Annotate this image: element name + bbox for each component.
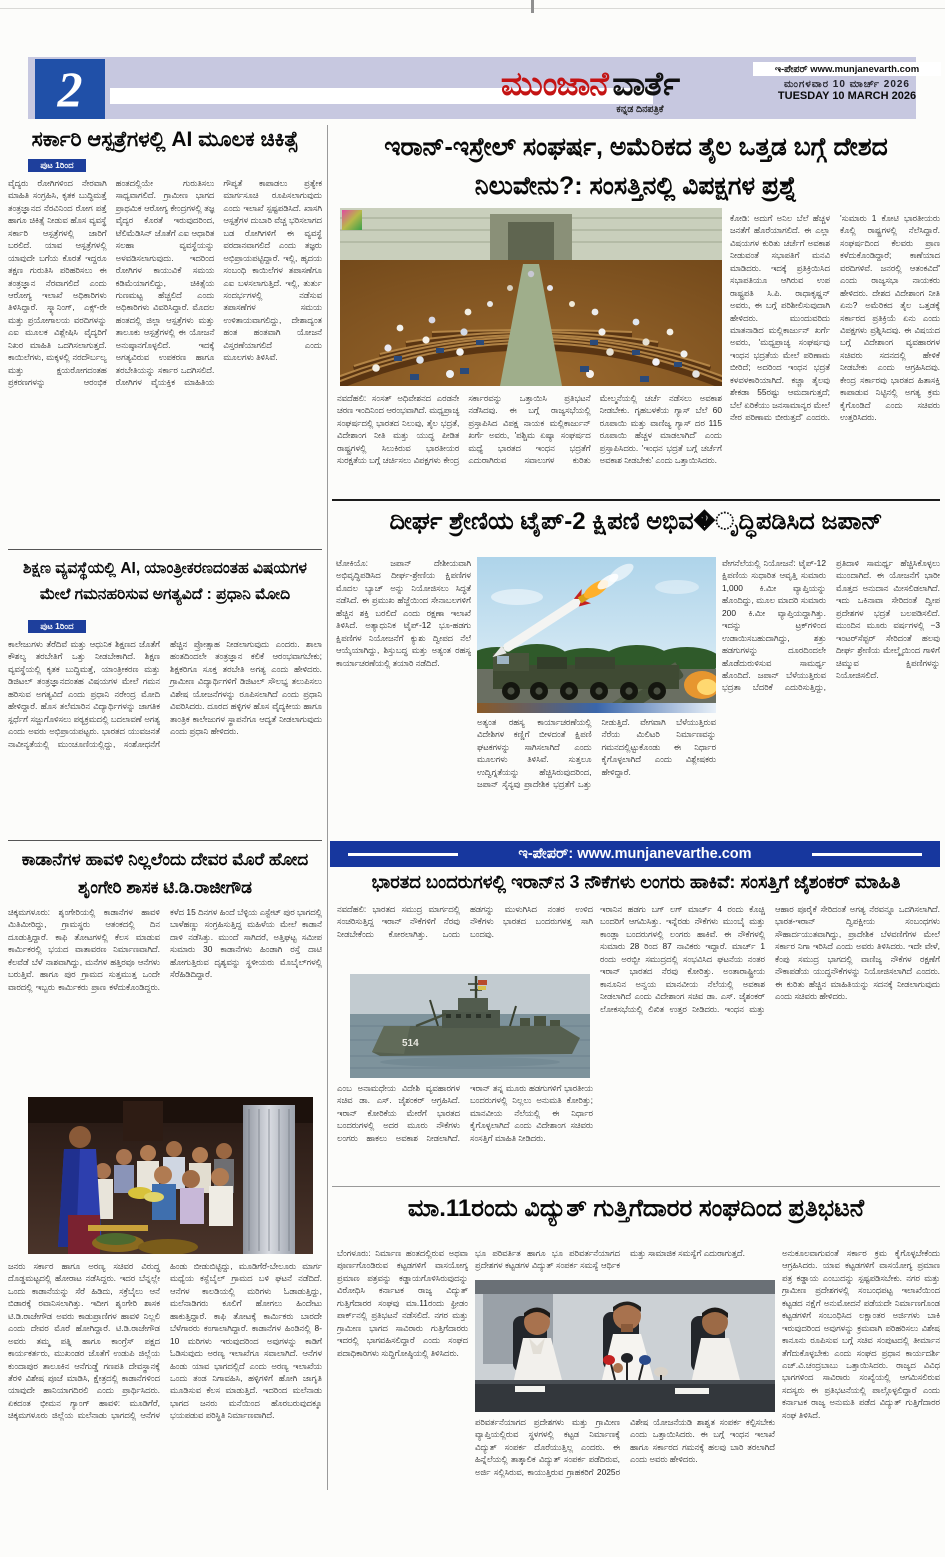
rule-left-1 xyxy=(8,549,322,550)
headline-iran-israel: ಇರಾನ್-ಇಸ್ರೇಲ್ ಸಂಘರ್ಷ, ಅಮೆರಿಕದ ತೈಲ ಒತ್ತಡ ಬಗ್ಗೆ ದೇಶದ ನಿಲುವೇನು?: ಸಂಸತ್ತಿನಲ್ಲಿ ವಿಪಕ್ಷಗಳ ಪ್ರಶ್ನೆ xyxy=(384,133,888,200)
body-protest-midbottom: ಪರಿವರ್ತನೆಯಾಗದ ಪ್ರದೇಶಗಳು ಮತ್ತು ಗ್ರಾಮೀಣ ವ್ಯಾಪ್ತಿಯಲ್ಲಿರುವ ಸ್ಥಳಗಳಲ್ಲಿ ಕಟ್ಟಡ ನಿರ್ಮಾಣಕ್ಕೆ ವಿದ್ಯುತ್ ಸಂಪರ್ಕ ದೊರೆಯುತ್ತಿಲ್ಲ ಎಂದರು. ಈ ಹಿನ್ನೆಲೆಯಲ್ಲಿ ತಾತ್ಕಾಲಿಕ ವಿದ್ಯುತ್ ಸಂಪರ್ಕ ಪಡೆದಿರುವ, ಅರ್ಜಿ ಸಲ್ಲಿಸಿರುವ, ಕಾಯುತ್ತಿರುವ ಗ್ರಾಹಕರಿಗೆ 2025ರ ವಿಶೇಷ ಯೋಜನೆಯಡಿ ಶಾಶ್ವತ ಸಂಪರ್ಕ ಕಲ್ಪಿಸಬೇಕು ಎಂದು ಒತ್ತಾಯಿಸಿದರು. ಈ ಬಗ್ಗೆ ಇಂಧನ ಇಲಾಖೆ ಹಾಗೂ ಸರ್ಕಾರದ ಗಮನಕ್ಕೆ ಹಲವು ಬಾರಿ ತರಲಾಗಿದೆ ಎಂದು ಅವರು ಹೇಳಿದರು. xyxy=(475,1417,775,1477)
headline-modi-education: ಶಿಕ್ಷಣ ವ್ಯವಸ್ಥೆಯಲ್ಲಿ AI, ಯಾಂತ್ರೀಕರಣದಂತಹ ವಿಷಯಗಳ ಮೇಲೆ ಗಮನಹರಿಸುವ ಅಗತ್ಯವಿದೆ : ಪ್ರಧಾನಿ ಮೋದಿ xyxy=(23,560,307,604)
body-modi-education: ಕಾಲೇಜುಗಳು ತೆರೆದಿವೆ ಮತ್ತು ಆಧುನಿಕ ಶಿಕ್ಷಣದ ಜೊತೆಗೆ ಕೌಶಲ್ಯ ತರಬೇತಿಗೆ ಒತ್ತು ನೀಡಬೇಕಾಗಿದೆ. ಶಿಕ್ಷಣ ವ್ಯವಸ್ಥೆಯಲ್ಲಿ ಕೃತಕ ಬುದ್ಧಿಮತ್ತೆ, ಯಾಂತ್ರೀಕರಣ ಮತ್ತು ಡಿಜಿಟಲ್ ತಂತ್ರಜ್ಞಾನದಂತಹ ವಿಷಯಗಳ ಮೇಲೆ ಗಮನ ಹರಿಸುವ ಅಗತ್ಯವಿದೆ ಎಂದು ಪ್ರಧಾನಿ ನರೇಂದ್ರ ಮೋದಿ ಹೇಳಿದ್ದಾರೆ. ಹೊಸ ತಲೆಮಾರಿನ ವಿದ್ಯಾರ್ಥಿಗಳನ್ನು ಜಾಗತಿಕ ಸ್ಪರ್ಧೆಗೆ ಸಜ್ಜುಗೊಳಿಸಲು ಪಠ್ಯಕ್ರಮದಲ್ಲಿ ಬದಲಾವಣೆ ಅಗತ್ಯ ಎಂದು ಅವರು ಅಭಿಪ್ರಾಯಪಟ್ಟರು. ಭಾರತದ ಯುವಜನತೆ ನಾವೀನ್ಯತೆಯಲ್ಲಿ ಮುಂಚೂಣಿಯಲ್ಲಿದ್ದು, ಸಂಶೋಧನೆಗೆ ಹೆಚ್ಚಿನ ಪ್ರೋತ್ಸಾಹ ನೀಡಲಾಗುವುದು ಎಂದರು. ಶಾಲಾ ಹಂತದಿಂದಲೇ ತಂತ್ರಜ್ಞಾನ ಕಲಿಕೆ ಆರಂಭವಾಗಬೇಕು; ಶಿಕ್ಷಕರಿಗೂ ಸೂಕ್ತ ತರಬೇತಿ ಅಗತ್ಯ ಎಂದು ಹೇಳಿದರು. ಗ್ರಾಮೀಣ ವಿದ್ಯಾರ್ಥಿಗಳಿಗೆ ಡಿಜಿಟಲ್ ಸೌಲಭ್ಯ ತಲುಪಿಸಲು ವಿಶೇಷ ಯೋಜನೆಗಳನ್ನು ರೂಪಿಸಲಾಗಿದೆ ಎಂದು ಪ್ರಧಾನಿ ವಿವರಿಸಿದರು. ದೂರದ ಹಳ್ಳಿಗಳ ಹೊಸ ವೈದ್ಯಕೀಯ ಹಾಗೂ ತಾಂತ್ರಿಕ ಕಾಲೇಜುಗಳ ಸ್ಥಾಪನೆಗೂ ಆದ್ಯತೆ ನೀಡಲಾಗುವುದು ಎಂದು ಪ್ರಧಾನಿ ಹೇಳಿದರು. xyxy=(8,639,322,749)
press-conference-illustration xyxy=(475,1280,775,1412)
masthead xyxy=(440,66,740,102)
page-number-box xyxy=(35,59,105,119)
body-sringeri-top: ಚಿಕ್ಕಮಗಳೂರು: ಶೃಂಗೇರಿಯಲ್ಲಿ ಕಾಡಾನೆಗಳ ಹಾವಳಿ ಮಿತಿಮೀರಿದ್ದು, ಗ್ರಾಮಸ್ಥರು ಆತಂಕದಲ್ಲಿ ದಿನ ದೂಡುತ್ತಿದ್ದಾರೆ. ಕಾಫಿ ತೋಟಗಳಲ್ಲಿ ಕೆಲಸ ಮಾಡುವ ಕಾರ್ಮಿಕರಲ್ಲಿ ಭಯದ ವಾತಾವರಣ ನಿರ್ಮಾಣವಾಗಿದೆ. ಕೆಲವೆಡೆ ಬೆಳೆ ನಾಶವಾಗಿದ್ದು, ಮನೆಗಳ ಹತ್ತಿರವೂ ಆನೆಗಳು ಬರುತ್ತಿವೆ. ಹಾಗೂ ಪುರ ಗ್ರಾಮದ ಸುತ್ತಮುತ್ತ ಒಂದೇ ವಾರದಲ್ಲಿ ಇಬ್ಬರು ಕಾರ್ಮಿಕರು ಪ್ರಾಣ ಕಳೆದುಕೊಂಡಿದ್ದರು. ಕಳೆದ 15 ದಿನಗಳ ಹಿಂದೆ ಬೆಳ್ಳಿಯ ಎಸ್ಟೇಟ್ ಪುರ ಭಾಗದಲ್ಲಿ ಬಾಳೆಹಣ್ಣು ಸಂಗ್ರಹಿಸುತ್ತಿದ್ದ ಮಹಿಳೆಯ ಮೇಲೆ ಕಾಡಾನೆ ದಾಳಿ ನಡೆಸಿತ್ತು. ಮುಂದೆ ಸಾಗಿದರೆ, ಅತ್ತಿಘಟ್ಟ ಸಮೀಪ ಸುಮಾರು 30 ಕಾಡಾನೆಗಳು ಹಿಂಡಾಗಿ ರಸ್ತೆ ದಾಟಿ ಹೋಗುತ್ತಿರುವ ದೃಶ್ಯವನ್ನು ಸ್ಥಳೀಯರು ಮೊಬೈಲ್‌ಗಳಲ್ಲಿ ಸೆರೆಹಿಡಿದಿದ್ದಾರೆ. xyxy=(8,907,322,992)
body-japan-right: ವೇಗನೆಲೆಯಲ್ಲಿ ನಿಯೋಜನೆ: ಟೈಪ್-12 ಕ್ಷಿಪಣಿಯ ಸುಧಾರಿತ ಆವೃತ್ತಿ ಸುಮಾರು 1,000 ಕಿ.ಮೀ ವ್ಯಾಪ್ತಿಯನ್ನು ಹೊಂದಿದ್ದು, ಮೂಲ ಮಾದರಿ ಸುಮಾರು 200 ಕಿ.ಮೀ ವ್ಯಾಪ್ತಿಯದ್ದಾಗಿತ್ತು. ಇದನ್ನು ಟ್ರಕ್‌ಗಳಿಂದ ಉಡಾಯಿಸಬಹುದಾಗಿದ್ದು, ಶತ್ರು ಹಡಗುಗಳನ್ನು ದೂರದಿಂದಲೇ ಹೊಡೆದುರುಳಿಸುವ ಸಾಮರ್ಥ್ಯ ಹೊಂದಿದೆ. ಜಪಾನ್ ಬೆಳೆಯುತ್ತಿರುವ ಭದ್ರತಾ ಬೆದರಿಕೆ ಎದುರಿಸುತ್ತಿದ್ದು, ಪ್ರತಿದಾಳಿ ಸಾಮರ್ಥ್ಯ ಹೆಚ್ಚಿಸಿಕೊಳ್ಳಲು ಮುಂದಾಗಿದೆ. ಈ ಯೋಜನೆಗೆ ಭಾರೀ ಮೊತ್ತದ ಅನುದಾನ ಮೀಸಲಿಡಲಾಗಿದೆ. ಇದು ಒಕಿನಾವಾ ಸೇರಿದಂತೆ ದ್ವೀಪ ಪ್ರದೇಶಗಳ ಭದ್ರತೆ ಬಲಪಡಿಸಲಿದೆ. ಮುಂದಿನ ಮೂರು ವರ್ಷಗಳಲ್ಲಿ −3 ಇಂಟರ್‌ಸೆಪ್ಟರ್ ಸೇರಿದಂತೆ ಹಲವು ದೀರ್ಘ ಶ್ರೇಣಿಯ ಮೇಲ್ಮೈಯಿಂದ ಗಾಳಿಗೆ ಚಿಮ್ಮುವ ಕ್ಷಿಪಣಿಗಳನ್ನು ನಿಯೋಜಿಸಲಿದೆ. xyxy=(722,558,940,693)
masthead-tagline: ಕನ್ನಡ ದಿನಪತ್ರಿಕೆ xyxy=(616,104,664,115)
header-date-english: TUESDAY 10 MARCH 2026 xyxy=(777,90,917,102)
svg-text:514: 514 xyxy=(402,1038,419,1049)
parliament-photo xyxy=(340,208,722,386)
rule-main-1 xyxy=(332,499,940,501)
press-conference-photo xyxy=(475,1280,775,1412)
headline-sringeri-mla: ಕಾಡಾನೆಗಳ ಹಾವಳಿ ನಿಲ್ಲಲೆಂದು ದೇವರ ಮೊರೆ ಹೋದ ಶೃಂಗೇರಿ ಶಾಸಕ ಟಿ.ಡಿ.ರಾಜೀಗೌಡ xyxy=(21,850,309,898)
parliament-illustration xyxy=(340,208,722,386)
body-japan-below: ಅತ್ಯಂತ ರಹಸ್ಯ ಕಾರ್ಯಾಚರಣೆಯಲ್ಲಿ ವಿದೇಶಿಗಳ ಕಣ್ಣಿಗೆ ಬೀಳದಂತೆ ಕ್ಷಿಪಣಿ ಘಟಕಗಳನ್ನು ಸಾಗಿಸಲಾಗಿದೆ ಎಂದು ಮೂಲಗಳು ತಿಳಿಸಿವೆ. ಸುತ್ತಲೂ ಉದ್ವಿಗ್ನತೆಯನ್ನು ಹೆಚ್ಚಿಸಿರುವುದರಿಂದ, ಜಪಾನ್ ಸೈನ್ಯವು ಪ್ರಾದೇಶಿಕ ಭದ್ರತೆಗೆ ಒತ್ತು ನೀಡುತ್ತಿದೆ. ವೇಗವಾಗಿ ಬೆಳೆಯುತ್ತಿರುವ ನೆರೆಯ ಮಿಲಿಟರಿ ನಿರ್ಮಾಣವನ್ನು ಗಮನದಲ್ಲಿಟ್ಟುಕೊಂಡು ಈ ನಿರ್ಧಾರ ಕೈಗೊಳ್ಳಲಾಗಿದೆ ಎಂದು ವಿಶ್ಲೇಷಕರು ಹೇಳಿದ್ದಾರೆ. xyxy=(477,717,716,790)
body-protest-col4: ಅನುಕೂಲವಾಗುವಂತೆ ಸರ್ಕಾರ ಕ್ರಮ ಕೈಗೊಳ್ಳಬೇಕೆಂದು ಆಗ್ರಹಿಸಿದರು. ಯಾವ ಕಟ್ಟಡಗಳಿಗೆ ವಾಸಯೋಗ್ಯ ಪ್ರಮಾಣ ಪತ್ರ ಕಡ್ಡಾಯ ಎಂಬುದನ್ನು ಸ್ಪಷ್ಟಪಡಿಸಬೇಕು. ನಗರ ಮತ್ತು ಗ್ರಾಮೀಣ ಪ್ರದೇಶಗಳಲ್ಲಿ ಸಂಬಂಧಪಟ್ಟ ಇಲಾಖೆಯಿಂದ ಕಟ್ಟಡದ ನಕ್ಷೆಗೆ ಅನುಮೋದನೆ ಪಡೆಯದೇ ನಿರ್ಮಾಣಗೊಂಡ ಕಟ್ಟಡಗಳಿಗೆ ಸಂಬಂಧಿಸಿದ ಲಕ್ಷಾಂತರ ಅರ್ಜಿಗಳು ಬಾಕಿ ಇರುವುದರಿಂದ ಅವುಗಳನ್ನು ಕ್ರಮವಾಗಿ ಪರಿಹರಿಸಲು ವಿಶೇಷ ಕಾನೂನು ರೂಪಿಸುವ ಬಗ್ಗೆ ಸಚಿವ ಸಂಪುಟದಲ್ಲಿ ತೀರ್ಮಾನ ತೆಗೆದುಕೊಳ್ಳಬೇಕು ಎಂದು ಸಂಘದ ಪ್ರಧಾನ ಕಾರ್ಯದರ್ಶಿ ಎಚ್.ವಿ.ಚಂದ್ರಬಾಬು ಒತ್ತಾಯಿಸಿದರು. ರಾಜ್ಯದ ವಿವಿಧ ಭಾಗಗಳಿಂದ ಸಾವಿರಾರು ಸಂಖ್ಯೆಯಲ್ಲಿ ಆಗಮಿಸಲಿರುವ ಸದಸ್ಯರು ಈ ಪ್ರತಿಭಟನೆಯಲ್ಲಿ ಪಾಲ್ಗೊಳ್ಳಲಿದ್ದಾರೆ ಎಂದು ಕರ್ನಾಟಕ ರಾಜ್ಯ ಅನುಮತಿ ಪಡೆದ ವಿದ್ಯುತ್ ಗುತ್ತಿಗೆದಾರರ ಸಂಘ ತಿಳಿಸಿದೆ. xyxy=(782,1248,940,1420)
page-top-edge xyxy=(0,8,945,9)
rule-main-2 xyxy=(332,1186,940,1187)
body-iran-israel-right: ಕೋಡಿ: ಅದುಗೆ ಅನಿಲ ಬೆಲೆ ಹೆಚ್ಚಳ ಜನತೆಗೆ ಹೊರೆಯಾಗಲಿದೆ. ಈ ಎಲ್ಲಾ ವಿಷಯಗಳ ಕುರಿತು ಚರ್ಚೆಗೆ ಅವಕಾಶ ನೀಡುವಂತೆ ಸಭಾಪತಿಗೆ ಮನವಿ ಮಾಡಿದರು. ಇದಕ್ಕೆ ಪ್ರತಿಕ್ರಿಯಿಸಿದ ಸಭಾಪತಿಯೂ ಆಗಿರುವ ಉಪ ರಾಷ್ಟ್ರಪತಿ ಸಿ.ಪಿ. ರಾಧಾಕೃಷ್ಣನ್ ಅವರು, ಈ ಬಗ್ಗೆ ಪರಿಶೀಲಿಸುವುದಾಗಿ ಹೇಳಿದರು. ಮುಂದುವರಿದು ಮಾತನಾಡಿದ ಮಲ್ಲಿಕಾರ್ಜುನ್ ಖರ್ಗೆ ಅವರು, 'ಮಧ್ಯಪ್ರಾಚ್ಯ ಸಂಘರ್ಷವು ಇಂಧನ ಭದ್ರತೆಯ ಮೇಲೆ ಪರಿಣಾಮ ಬೀರಿದೆ; ಅದರಿಂದ ಇಂಧನ ಭದ್ರತೆ ಕಳವಳಕಾರಿಯಾಗಿದೆ. ಕಚ್ಚಾ ತೈಲವು ಶೇಕಡಾ 55ರಷ್ಟು ಆಮದಾಗುತ್ತದೆ; ಬೆಲೆ ಏರಿಕೆಯು ಜನಸಾಮಾನ್ಯರ ಮೇಲೆ ನೇರ ಪರಿಣಾಮ ಬೀರುತ್ತದೆ' ಎಂದರು. 'ಸುಮಾರು 1 ಕೋಟಿ ಭಾರತೀಯರು ಕೊಲ್ಲಿ ರಾಷ್ಟ್ರಗಳಲ್ಲಿ ನೆಲೆಸಿದ್ದಾರೆ. ಸಂಘರ್ಷದಿಂದ ಕೆಲವರು ಪ್ರಾಣ ಕಳೆದುಕೊಂಡಿದ್ದಾರೆ; ಕಾಣೆಯಾದ ವರದಿಗಳಿವೆ. ಜನರಲ್ಲಿ ಆತಂಕವಿದೆ' ಎಂದು ರಾಜ್ಯಸಭಾ ನಾಯಕರು ಹೇಳಿದರು. ದೇಶದ ವಿದೇಶಾಂಗ ನೀತಿ ಏನು? ಅಮೆರಿಕದ ತೈಲ ಒತ್ತಡಕ್ಕೆ ಸರ್ಕಾರದ ಪ್ರತಿಕ್ರಿಯೆ ಏನು ಎಂದು ವಿಪಕ್ಷಗಳು ಪ್ರಶ್ನಿಸಿದವು. ಈ ವಿಷಯದ ಬಗ್ಗೆ ವಿದೇಶಾಂಗ ವ್ಯವಹಾರಗಳ ಸಚಿವರು ಸದನದಲ್ಲಿ ಹೇಳಿಕೆ ನೀಡಬೇಕು ಎಂದು ಆಗ್ರಹಿಸಿದವು. ಕೇಂದ್ರ ಸರ್ಕಾರವು ಭಾರತದ ಹಿತಾಸಕ್ತಿ ಕಾಪಾಡುವ ನಿಟ್ಟಿನಲ್ಲಿ ಅಗತ್ಯ ಕ್ರಮ ಕೈಗೊಂಡಿದೆ ಎಂದು ಸಚಿವರು ಉತ್ತರಿಸಿದರು. xyxy=(730,213,940,422)
body-japan-left: ಟೋಕಿಯೊ: ಜಪಾನ್ ದೇಶೀಯವಾಗಿ ಅಭಿವೃದ್ಧಿಪಡಿಸಿದ ದೀರ್ಘ-ಶ್ರೇಣಿಯ ಕ್ಷಿಪಣಿಗಳ ಮೊದಲ ಬ್ಯಾಚ್ ಅನ್ನು ನಿಯೋಜಿಸಲು ಸಿದ್ಧತೆ ನಡೆಸಿದೆ. ಈ ಪ್ರಮುಖ ಹೆಜ್ಜೆಯಿಂದ ಸೇನಾಬಲಗಳಿಗೆ ಹೆಚ್ಚಿನ ಶಕ್ತಿ ಬರಲಿದೆ ಎಂದು ರಕ್ಷಣಾ ಇಲಾಖೆ ತಿಳಿಸಿದೆ. ಅತ್ಯಾಧುನಿಕ ಟೈಪ್-12 ಭೂ-ಹಡಗು ಕ್ಷಿಪಣಿಗಳ ನಿಯೋಜನೆಗೆ ಕ್ಯುಶು ದ್ವೀಪದ ನೆಲೆ ಆಯ್ಕೆಯಾಗಿದ್ದು, ಶಿಸ್ತುಬದ್ಧ ಮತ್ತು ಅತ್ಯಂತ ರಹಸ್ಯ ಕಾರ್ಯಾಚರಣೆಯಲ್ಲಿ ತಯಾರಿ ನಡೆದಿದೆ. xyxy=(336,558,471,668)
navy-ship-illustration xyxy=(350,974,590,1078)
fold-mark xyxy=(531,0,534,13)
headline-ai-hospitals: ಸರ್ಕಾರಿ ಆಸ್ಪತ್ರೆಗಳಲ್ಲಿ AI ಮೂಲಕ ಚಿಕಿತ್ಸೆ xyxy=(31,128,299,151)
from-page1-badge-2: ಪುಟ 1ರಿಂದ xyxy=(28,620,86,633)
body-sringeri-bottom: ಜನರು ಸರ್ಕಾರ ಹಾಗೂ ಅರಣ್ಯ ಸಚಿವರ ವಿರುದ್ಧ ದೊಡ್ಡಮಟ್ಟದಲ್ಲಿ ಹೋರಾಟ ನಡೆಸಿದ್ದರು. ಇದರ ಬೆನ್ನಲ್ಲೇ ಒಂದು ಕಾಡಾನೆಯನ್ನು ಸೆರೆ ಹಿಡಿದು, ಸಕ್ರೆಬೈಲು ಆನೆ ಬಿಡಾರಕ್ಕೆ ರವಾನಿಸಲಾಗಿತ್ತು. ಇದೀಗ ಶೃಂಗೇರಿ ಶಾಸಕ ಟಿ.ಡಿ.ರಾಜೇಗೌಡ ಅವರು ಕಾಡುಪ್ರಾಣಿಗಳ ಹಾವಳಿ ನಿಲ್ಲಲಿ ಎಂದು ದೇವರ ಮೊರೆ ಹೋಗಿದ್ದಾರೆ. ಟಿ.ಡಿ.ರಾಜೇಗೌಡ ಅವರು ತಮ್ಮ ಪತ್ನಿ ಹಾಗೂ ಕಾಂಗ್ರೆಸ್ ಪಕ್ಷದ ಕಾರ್ಯಕರ್ತರು, ಮುಖಂಡರ ಜೊತೆಗೆ ಉಡುಪಿ ಜಿಲ್ಲೆಯ ಕುಂದಾಪುರ ತಾಲೂಕಿನ ಆನೆಗುಡ್ಡೆ ಗಣಪತಿ ದೇವಸ್ಥಾನಕ್ಕೆ ತೆರಳಿ ವಿಶೇಷ ಪೂಜೆ ಮಾಡಿಸಿ, ಕ್ಷೇತ್ರದಲ್ಲಿ ಕಾಡಾನೆಗಳಿಂದ ಯಾವುದೇ ಹಾನಿಯಾಗದಿರಲಿ ಎಂದು ಪ್ರಾರ್ಥಿಸಿದರು. ಏಕದಂತ ಭೀಮನ ಗ್ಯಾಂಗ್ ಹಾವಳಿ: ಮೂಡಿಗೆರೆ, ಚಿಕ್ಕಮಗಳೂರು ಜಿಲ್ಲೆಯ ಮಲೆನಾಡು ಭಾಗದಲ್ಲಿ ಆನೆಗಳ ಹಿಂಡು ಬೀಡುಬಿಟ್ಟಿದ್ದು, ಮೂಡಿಗೆರೆ-ಬೇಲೂರು ಮಾರ್ಗ ಮಧ್ಯೆಯ ಕಸ್ಬೆಬೈಲ್ ಗ್ರಾಮದ ಬಳಿ ಘಟನೆ ನಡೆದಿದೆ. ಆನೆಗಳ ಕಾಲಡಿಯಲ್ಲಿ ಮರಿಗಳು ಓಡಾಡುತ್ತಿದ್ದು, ಮಲೆನಾಡಿಗರು ಕೂಲಿಗೆ ಹೋಗಲು ಹಿಂದೇಟು ಹಾಕುತ್ತಿದ್ದಾರೆ. ಕಾಫಿ ತೋಟಕ್ಕೆ ಕಾರ್ಮಿಕರು ಬಾರದೇ ಬೆಳೆಗಾರರು ಕಂಗಾಲಾಗಿದ್ದಾರೆ. ಕಾಡಾನೆಗಳ ಹಿಂಡಿನಲ್ಲಿ 8-10 ಮರಿಗಳು ಇರುವುದರಿಂದ ಅವುಗಳನ್ನು ಕಾಡಿಗೆ ಓಡಿಸುವುದು ಅರಣ್ಯ ಇಲಾಖೆಗೂ ಸವಾಲಾಗಿದೆ. ಆನೆಗಳ ಹಿಂಡು ಯಾವ ಭಾಗದಲ್ಲಿದೆ ಎಂದು ಅರಣ್ಯ ಇಲಾಖೆಯ ಒಂದು ತಂಡ ನಿಗಾವಹಿಸಿ, ಹಳ್ಳಿಗಳಿಗೆ ಹೋಗಿ ಜಾಗೃತಿ ಮೂಡಿಸುವ ಕೆಲಸ ಮಾಡುತ್ತಿದೆ. ಇದರಿಂದ ಮಲೆನಾಡು ಭಾಗದ ಜನರು ಮನೆಯಿಂದ ಹೊರಬರುವುದಕ್ಕೂ ಭಯಪಡುವ ಪರಿಸ್ಥಿತಿ ನಿರ್ಮಾಣವಾಗಿದೆ. xyxy=(8,1261,322,1421)
body-protest-midtop: ಭೂ ಪರಿವರ್ತಿತ ಹಾಗೂ ಭೂ ಪರಿವರ್ತನೆಯಾಗದ ಪ್ರದೇಶಗಳ ಕಟ್ಟಡಗಳ ವಿದ್ಯುತ್ ಸಂಪರ್ಕ ಸಮಸ್ಯೆ ಆರ್ಥಿಕ ಮತ್ತು ಸಾಮಾಜಿಕ ಸಮಸ್ಯೆಗೆ ಎದುರಾಗುತ್ತದೆ. xyxy=(475,1248,745,1271)
missile-launch-photo xyxy=(477,557,716,713)
rule-left-2 xyxy=(8,840,322,841)
headline-electricity-protest: ಮಾ.11ರಂದು ವಿದ್ಯುತ್ ಗುತ್ತಿಗೆದಾರರ ಸಂಘದಿಂದ ಪ್ರತಿಭಟನೆ xyxy=(407,1195,865,1222)
headline-japan-missile: ದೀರ್ಘ ಶ್ರೇಣಿಯ ಟೈಪ್-2 ಕ್ಷಿಪಣಿ ಅಭಿವ�ೃದ್ಧಿಪಡಿಸಿದ ಜಪಾನ್ xyxy=(389,508,883,535)
header-date-kannada: ಮಂಗಳವಾರ 10 ಮಾರ್ಚ್ 2026 xyxy=(783,79,910,90)
iran-navy-ship-photo xyxy=(350,974,590,1078)
missile-launch-illustration xyxy=(477,557,716,713)
page-number: 2 xyxy=(57,61,83,117)
body-protest-col1: ಬೆಂಗಳೂರು: ನಿರ್ಮಾಣ ಹಂತದಲ್ಲಿರುವ ಅಥವಾ ಪೂರ್ಣಗೊಂಡಿರುವ ಕಟ್ಟಡಗಳಿಗೆ ವಾಸಯೋಗ್ಯ ಪ್ರಮಾಣ ಪತ್ರವನ್ನು ಕಡ್ಡಾಯಗೊಳಿಸಿರುವುದನ್ನು ವಿರೋಧಿಸಿ ಕರ್ನಾಟಕ ರಾಜ್ಯ ವಿದ್ಯುತ್ ಗುತ್ತಿಗೆದಾರರ ಸಂಘವು ಮಾ.11ರಂದು ಫ್ರೀಡಂ ಪಾರ್ಕ್‌ನಲ್ಲಿ ಪ್ರತಿಭಟನೆ ನಡೆಸಲಿದೆ. ನಗರ ಮತ್ತು ಗ್ರಾಮೀಣ ಭಾಗದ ಸಾವಿರಾರು ಗುತ್ತಿಗೆದಾರರು ಇದರಲ್ಲಿ ಭಾಗವಹಿಸಲಿದ್ದಾರೆ ಎಂದು ಸಂಘದ ಪದಾಧಿಕಾರಿಗಳು ಸುದ್ದಿಗೋಷ್ಠಿಯಲ್ಲಿ ತಿಳಿಸಿದರು. xyxy=(337,1248,468,1358)
body-ships-topleft: ನವದೆಹಲಿ: ಭಾರತದ ಸಮುದ್ರ ಮಾರ್ಗದಲ್ಲಿ ಸಂಚರಿಸುತ್ತಿದ್ದ ಇರಾನ್ ನೌಕೆಗಳಿಗೆ ನೆರವು ನೀಡಬೇಕೆಂದು ಕೋರಲಾಗಿತ್ತು. ಒಂದು ಹಡಗನ್ನು ಮುಳುಗಿಸಿದ ನಂತರ ಉಳಿದ ನೌಕೆಗಳು ಭಾರತದ ಬಂದರುಗಳತ್ತ ಸಾಗಿ ಬಂದವು. xyxy=(337,904,593,939)
body-ships-belowimage: ಎಂಬ ಅನಾಮಧೇಯ ವಿದೇಶಿ ವ್ಯವಹಾರಗಳ ಸಚಿವ ಡಾ. ಎಸ್. ಜೈಶಂಕರ್ ಆಗ್ರಹಿಸಿದೆ. ಇರಾನ್ ಕೋರಿಕೆಯ ಮೇರೆಗೆ ಭಾರತದ ಬಂದರುಗಳಲ್ಲಿ ಅದರ ಮೂರು ನೌಕೆಗಳು ಲಂಗರು ಹಾಕಲು ಅವಕಾಶ ನೀಡಲಾಗಿದೆ. ಇರಾನ್ ತನ್ನ ಮೂರು ಹಡಗುಗಳಿಗೆ ಭಾರತೀಯ ಬಂದರುಗಳಲ್ಲಿ ನಿಲ್ಲಲು ಅನುಮತಿ ಕೋರಿತ್ತು; ಮಾನವೀಯ ನೆಲೆಯಲ್ಲಿ ಈ ನಿರ್ಧಾರ ಕೈಗೊಳ್ಳಲಾಗಿದೆ ಎಂದು ವಿದೇಶಾಂಗ ಸಚಿವರು ಸಂಸತ್ತಿಗೆ ಮಾಹಿತಿ ನೀಡಿದರು. xyxy=(337,1083,593,1143)
banner-rule-right xyxy=(812,853,922,856)
body-ai-hospitals: ವೈದ್ಯರು ರೋಗಿಗಳಿಂದ ನೇರವಾಗಿ ಮಾಹಿತಿ ಸಂಗ್ರಹಿಸಿ, ಕೃತಕ ಬುದ್ಧಿಮತ್ತೆ ತಂತ್ರಜ್ಞಾನದ ನೆರವಿನಿಂದ ರೋಗ ಪತ್ತೆ ಹಾಗೂ ಚಿಕಿತ್ಸೆ ನೀಡುವ ಹೊಸ ವ್ಯವಸ್ಥೆ ಸರ್ಕಾರಿ ಆಸ್ಪತ್ರೆಗಳಲ್ಲಿ ಜಾರಿಗೆ ಬರಲಿದೆ. ಯಾವ ಆಸ್ಪತ್ರೆಗಳಲ್ಲಿ ಯಾವುದೇ ಬಗೆಯ ಕೊರತೆ ಇದ್ದರೂ ತಕ್ಷಣ ಗುರುತಿಸಿ ಪರಿಹರಿಸಲು ಈ ತಂತ್ರಜ್ಞಾನ ನೆರವಾಗಲಿದೆ ಎಂದು ಆರೋಗ್ಯ ಇಲಾಖೆ ಅಧಿಕಾರಿಗಳು ತಿಳಿಸಿದ್ದಾರೆ. ಸ್ಕ್ಯಾನಿಂಗ್, ಎಕ್ಸ್-ರೇ ಮತ್ತು ಪ್ರಯೋಗಾಲಯ ವರದಿಗಳನ್ನು ಎಐ ಮೂಲಕ ವಿಶ್ಲೇಷಿಸಿ ವೈದ್ಯರಿಗೆ ನಿಖರ ಮಾಹಿತಿ ಒದಗಿಸಲಾಗುತ್ತದೆ. ಕಾಯಿಲೆಗಳು, ಮಕ್ಕಳಲ್ಲಿ ನರದೌರ್ಬಲ್ಯ ಮತ್ತು ಕ್ಷಯರೋಗದಂತಹ ಪ್ರಕರಣಗಳನ್ನು ಆರಂಭಿಕ ಹಂತದಲ್ಲಿಯೇ ಗುರುತಿಸಲು ಸಾಧ್ಯವಾಗಲಿದೆ. ಗ್ರಾಮೀಣ ಭಾಗದ ಪ್ರಾಥಮಿಕ ಆರೋಗ್ಯ ಕೇಂದ್ರಗಳಲ್ಲಿ ತಜ್ಞ ವೈದ್ಯರ ಕೊರತೆ ಇರುವುದರಿಂದ, ಟೆಲಿಮೆಡಿಸಿನ್ ಜೊತೆಗೆ ಎಐ ಆಧಾರಿತ ಸಲಹಾ ವ್ಯವಸ್ಥೆಯನ್ನು ಅಳವಡಿಸಲಾಗುವುದು. ಇದರಿಂದ ರೋಗಿಗಳ ಕಾಯುವಿಕೆ ಸಮಯ ಕಡಿಮೆಯಾಗಲಿದ್ದು, ಚಿಕಿತ್ಸೆಯ ಗುಣಮಟ್ಟ ಹೆಚ್ಚಲಿದೆ ಎಂದು ಅಧಿಕಾರಿಗಳು ವಿವರಿಸಿದ್ದಾರೆ. ಮೊದಲ ಹಂತದಲ್ಲಿ ಜಿಲ್ಲಾ ಆಸ್ಪತ್ರೆಗಳು ಮತ್ತು ತಾಲೂಕು ಆಸ್ಪತ್ರೆಗಳಲ್ಲಿ ಈ ಯೋಜನೆ ಅನುಷ್ಠಾನಗೊಳ್ಳಲಿದೆ. ಇದಕ್ಕೆ ಅಗತ್ಯವಿರುವ ಉಪಕರಣ ಹಾಗೂ ತರಬೇತಿಯನ್ನು ಸರ್ಕಾರ ಒದಗಿಸಲಿದೆ. ರೋಗಿಗಳ ವೈಯಕ್ತಿಕ ಮಾಹಿತಿಯ ಗೌಪ್ಯತೆ ಕಾಪಾಡಲು ಪ್ರತ್ಯೇಕ ಮಾರ್ಗಸೂಚಿ ರೂಪಿಸಲಾಗುವುದು ಎಂದು ಇಲಾಖೆ ಸ್ಪಷ್ಟಪಡಿಸಿದೆ. ಖಾಸಗಿ ಆಸ್ಪತ್ರೆಗಳ ದುಬಾರಿ ವೆಚ್ಚ ಭರಿಸಲಾಗದ ಬಡ ರೋಗಿಗಳಿಗೆ ಈ ವ್ಯವಸ್ಥೆ ವರದಾನವಾಗಲಿದೆ ಎಂದು ತಜ್ಞರು ಅಭಿಪ್ರಾಯಪಟ್ಟಿದ್ದಾರೆ. ಇಲ್ಲಿ, ಹೃದಯ ಸಂಬಂಧಿ ಕಾಯಿಲೆಗಳ ತಪಾಸಣೆಗೂ ಎಐ ಬಳಸಲಾಗುತ್ತಿದೆ. ಇಲ್ಲಿ, ತುರ್ತು ಸಂದರ್ಭಗಳಲ್ಲಿ ನಡೆಸುವ ತಪಾಸಣೆಗಳ ಸಮಯ ಉಳಿತಾಯವಾಗಲಿದ್ದು, ದೇಶಾದ್ಯಂತ ಹಂತ ಹಂತವಾಗಿ ಯೋಜನೆ ವಿಸ್ತರಣೆಯಾಗಲಿದೆ ಎಂದು ಮೂಲಗಳು ತಿಳಿಸಿವೆ. xyxy=(8,178,322,387)
header-info-box xyxy=(753,62,941,102)
masthead-word1: ಮುಂಜಾನೆ xyxy=(500,65,608,102)
from-page1-badge: ಪುಟ 1ರಿಂದ xyxy=(28,159,86,172)
body-ships-right: ಇರಾನಿನ ಹಡಗು ಬಗ್ ಲಗ್ ಮಾರ್ಚ್ 4 ರಂದು ಕೊಚ್ಚಿ ಬಂದರಿಗೆ ಆಗಮಿಸಿತ್ತು. ಇನ್ನೆರಡು ನೌಕೆಗಳು ಮುಂಬೈ ಮತ್ತು ಕಾಂಡ್ಲಾ ಬಂದರುಗಳಲ್ಲಿ ಲಂಗರು ಹಾಕಿವೆ. ಈ ನೌಕೆಗಳಲ್ಲಿ ಸುಮಾರು 28 ರಿಂದ 87 ನಾವಿಕರು ಇದ್ದಾರೆ. ಮಾರ್ಚ್ 1 ರಂದು ಅರಬ್ಬೀ ಸಮುದ್ರದಲ್ಲಿ ಸಂಭವಿಸಿದ ಘಟನೆಯ ನಂತರ ಇರಾನ್ ಭಾರತದ ನೆರವು ಕೋರಿತ್ತು. ಅಂತಾರಾಷ್ಟ್ರೀಯ ಕಾನೂನಿನ ಅನ್ವಯ ಮಾನವೀಯ ನೆಲೆಯಲ್ಲಿ ಅವಕಾಶ ನೀಡಲಾಗಿದೆ ಎಂದು ವಿದೇಶಾಂಗ ಸಚಿವ ಡಾ. ಎಸ್. ಜೈಶಂಕರ್ ಲೋಕಸಭೆಯಲ್ಲಿ ಲಿಖಿತ ಉತ್ತರ ನೀಡಿದರು. ಇಂಧನ ಮತ್ತು ಆಹಾರ ಪೂರೈಕೆ ಸೇರಿದಂತೆ ಅಗತ್ಯ ನೆರವನ್ನೂ ಒದಗಿಸಲಾಗಿದೆ. ಭಾರತ-ಇರಾನ್ ದ್ವಿಪಕ್ಷೀಯ ಸಂಬಂಧಗಳು ಸೌಹಾರ್ದಯುತವಾಗಿದ್ದು, ಪ್ರಾದೇಶಿಕ ಬೆಳವಣಿಗೆಗಳ ಮೇಲೆ ಸರ್ಕಾರ ನಿಗಾ ಇರಿಸಿದೆ ಎಂದು ಅವರು ತಿಳಿಸಿದರು. ಇದೇ ವೇಳೆ, ಕೆಂಪು ಸಮುದ್ರ ಭಾಗದಲ್ಲಿ ವಾಣಿಜ್ಯ ನೌಕೆಗಳ ರಕ್ಷಣೆಗೆ ನೌಕಾಪಡೆಯ ಯುದ್ಧನೌಕೆಗಳನ್ನು ನಿಯೋಜಿಸಲಾಗಿದೆ ಎಂದರು. ಈ ಕುರಿತು ಹೆಚ್ಚಿನ ಮಾಹಿತಿಯನ್ನು ಸದನಕ್ಕೆ ನೀಡಲಾಗುವುದು ಎಂದು ಸಚಿವರು ಹೇಳಿದರು. xyxy=(600,904,940,1014)
temple-pooja-photo xyxy=(28,1097,313,1254)
body-iran-israel-below: ನವದೆಹಲಿ: ಸಂಸತ್ ಅಧಿವೇಶನದ ಎರಡನೇ ಚರಣ ಇಂದಿನಿಂದ ಆರಂಭವಾಗಿದೆ. ಮಧ್ಯಪ್ರಾಚ್ಯ ಸಂಘರ್ಷದಲ್ಲಿ ಭಾರತದ ನಿಲುವು, ತೈಲ ಭದ್ರತೆ, ವಿದೇಶಾಂಗ ನೀತಿ ಮತ್ತು ಯುದ್ಧ ಪೀಡಿತ ರಾಷ್ಟ್ರಗಳಲ್ಲಿ ಸಿಲುಕಿರುವ ಭಾರತೀಯರ ಸುರಕ್ಷತೆಯ ಬಗ್ಗೆ ಚರ್ಚಿಸಲು ವಿಪಕ್ಷಗಳು ಕೇಂದ್ರ ಸರ್ಕಾರವನ್ನು ಒತ್ತಾಯಿಸಿ ಪ್ರತಿಭಟನೆ ನಡೆಸಿದವು. ಈ ಬಗ್ಗೆ ರಾಜ್ಯಸಭೆಯಲ್ಲಿ ಪ್ರಸ್ತಾಪಿಸಿದ ವಿಪಕ್ಷ ನಾಯಕ ಮಲ್ಲಿಕಾರ್ಜುನ್ ಖರ್ಗೆ ಅವರು, 'ಪಶ್ಚಿಮ ಏಷ್ಯಾ ಸಂಘರ್ಷದ ಮಧ್ಯೆ ಭಾರತದ ಇಂಧನ ಭದ್ರತೆಗೆ ಎದುರಾಗಿರುವ ಸವಾಲುಗಳ ಕುರಿತು ಮೇಲ್ಮನೆಯಲ್ಲಿ ಚರ್ಚೆ ನಡೆಸಲು ಅವಕಾಶ ನೀಡಬೇಕು. ಗೃಹಬಳಕೆಯ ಗ್ಯಾಸ್ ಬೆಲೆ 60 ರೂಪಾಯಿ ಮತ್ತು ವಾಣಿಜ್ಯ ಗ್ಯಾಸ್ ದರ 115 ರೂಪಾಯಿ ಹೆಚ್ಚಳ ಮಾಡಲಾಗಿದೆ' ಎಂದು ಪ್ರಸ್ತಾಪಿಸಿದರು. 'ಇಂಧನ ಭದ್ರತೆ ಬಗ್ಗೆ ಚರ್ಚೆಗೆ ಅವಕಾಶ ನೀಡಬೇಕು' ಎಂದು ಒತ್ತಾಯಿಸಿದರು. xyxy=(337,393,722,466)
epaper-banner-url[interactable]: ಇ-ಪೇಪರ್: www.munjanevarthe.com xyxy=(518,846,752,862)
temple-pooja-illustration xyxy=(28,1097,313,1254)
banner-rule-left xyxy=(348,853,458,856)
masthead-word2: ವಾರ್ತೆ xyxy=(612,65,680,102)
epaper-banner[interactable] xyxy=(330,841,940,867)
header-epaper-url[interactable]: ಇ-ಪೇಪರ್ www.munjanevarth.com xyxy=(753,62,941,76)
column-divider xyxy=(327,125,328,1490)
headline-iran-ships: ಭಾರತದ ಬಂದರುಗಳಲ್ಲಿ ಇರಾನ್‌ನ 3 ನೌಕೆಗಳು ಲಂಗರು ಹಾಕಿವೆ: ಸಂಸತ್ತಿಗೆ ಜೈಶಂಕರ್ ಮಾಹಿತಿ xyxy=(371,872,901,892)
